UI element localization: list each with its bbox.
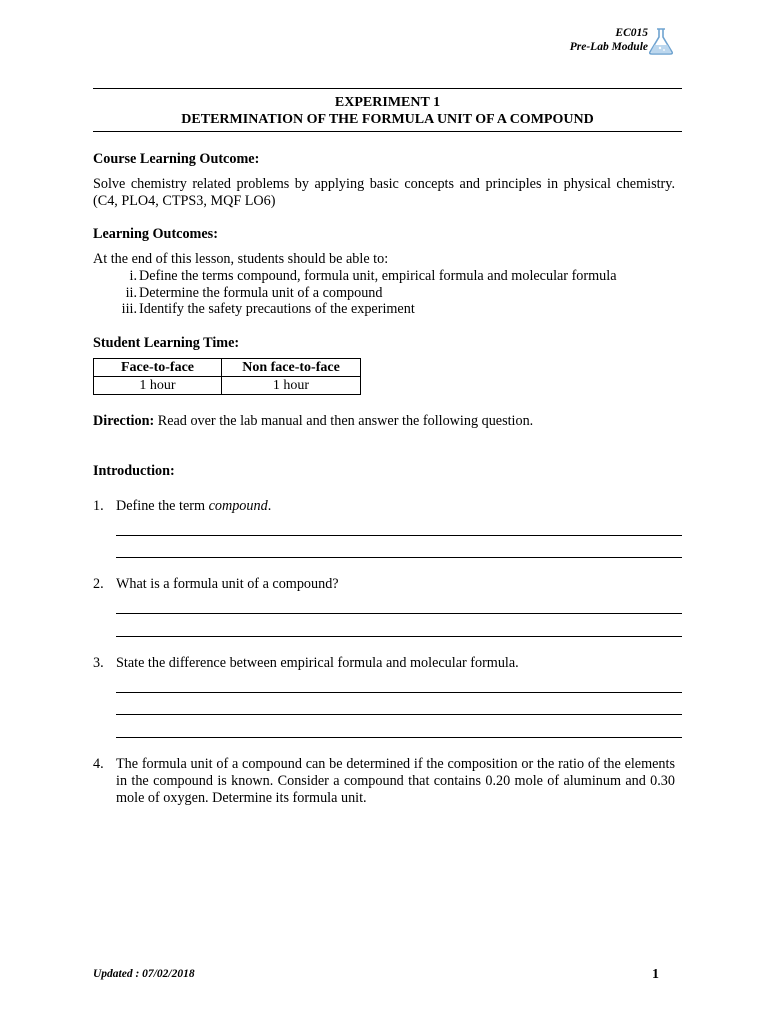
answer-line[interactable] [116,535,682,536]
slt-heading: Student Learning Time: [93,335,240,351]
table-cell: 1 hour [94,377,222,395]
lo-item [93,285,693,302]
lo-item-text: Define the terms compound, formula unit, empirical formula and molecular formula [139,268,617,284]
experiment-title: DETERMINATION OF THE FORMULA UNIT OF A COMPOUND [181,112,594,127]
question-number: 3. [93,655,104,671]
question-text: What is a formula unit of a compound? [116,576,339,592]
introduction-heading: Introduction: [93,463,175,479]
title-bottom-rule [93,131,682,132]
lo-item-text: Identify the safety precautions of the experiment [139,301,415,317]
title-top-rule [93,88,682,89]
table-header-row [94,359,361,377]
running-header [570,26,648,54]
question-number: 2. [93,576,104,592]
answer-line[interactable] [116,557,682,558]
lo-item [93,268,693,285]
lo-item-number: iii. [121,301,137,317]
column-header: Face-to-face [94,359,222,377]
question-text: The formula unit of a compound can be determined if the composition or the ratio of the elements in the compound is known. Consider a compound that contains 0.20 mole of aluminum and 0.30 mole of oxygen. Determine its formula unit. [116,756,675,806]
lo-item-text: Determine the formula unit of a compound [139,285,383,301]
question-term: compound [208,498,268,514]
lo-heading: Learning Outcomes: [93,226,218,242]
answer-line[interactable] [116,613,682,614]
question-text [116,498,675,515]
experiment-number: EXPERIMENT 1 [334,95,441,110]
table-row [94,377,361,395]
answer-line[interactable] [116,714,682,715]
direction [93,413,533,430]
clo-text: Solve chemistry related problems by applying basic concepts and principles in physical chemistry. (C4, PLO4, CTPS3, MQF LO6) [93,176,675,209]
answer-line[interactable] [116,636,682,637]
table-cell: 1 hour [222,377,361,395]
lo-item-number: i. [129,268,137,284]
lo-item-number: ii. [125,285,137,301]
module-name: Pre-Lab Module [569,41,648,53]
question-number: 1. [93,498,104,514]
question-text: State the difference between empirical formula and molecular formula. [116,655,519,671]
updated-date: Updated : 07/02/2018 [93,968,195,980]
learning-time-table [93,358,361,395]
clo-heading: Course Learning Outcome: [93,151,260,167]
question-number: 4. [93,756,104,772]
answer-line[interactable] [116,692,682,693]
course-code: EC015 [615,27,648,39]
question-text-end: . [267,498,272,514]
direction-label: Direction: [93,413,155,429]
direction-text: Read over the lab manual and then answer the following question. [154,413,534,429]
lo-item [93,301,693,318]
lo-intro: At the end of this lesson, students should be able to: [93,251,389,267]
question-text-start: Define the term [116,498,209,514]
flask-icon [646,26,676,56]
column-header: Non face-to-face [222,359,361,377]
answer-line[interactable] [116,737,682,738]
page-number: 1 [652,967,659,982]
